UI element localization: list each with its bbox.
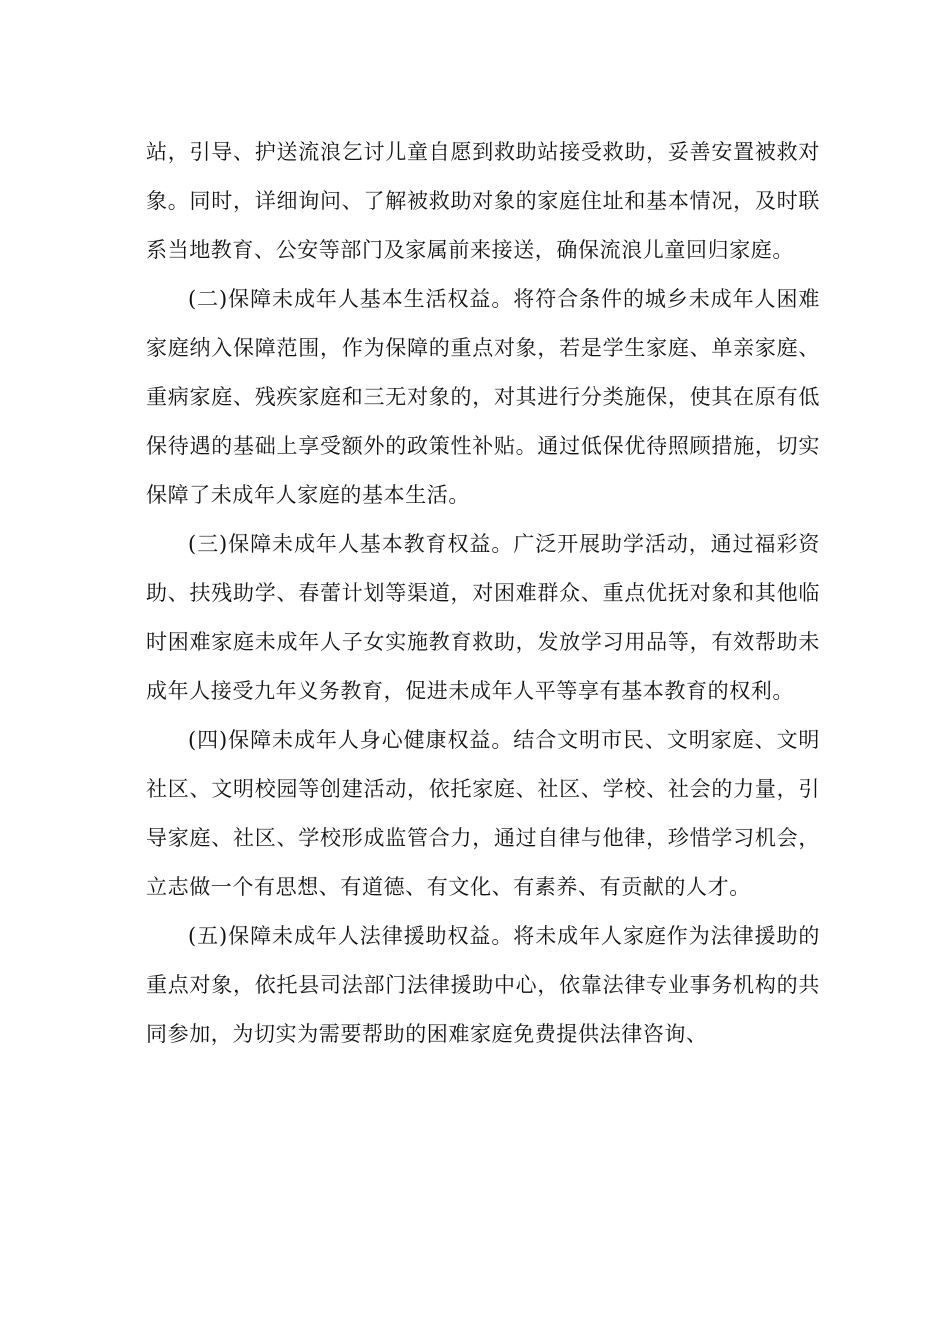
paragraph-education-rights: (三)保障未成年人基本教育权益。广泛开展助学活动，通过福彩资助、扶残助学、春蕾计划等渠道，对困难群众、重点优抚对象和其他临时困难家庭未成年人子女实施教育救助，发放学习用品等，有效帮助未成年人接受九年义务教育，促进未成年人平等享有基本教育的权利。 bbox=[146, 532, 820, 703]
paragraph-legal-aid-rights: (五)保障未成年人法律援助权益。将未成年人家庭作为法律援助的重点对象，依托县司法部门法律援助中心，依靠法律专业事务机构的共同参加，为切实为需要帮助的困难家庭免费提供法律咨询、 bbox=[146, 924, 820, 1046]
paragraph-basic-living-rights: (二)保障未成年人基本生活权益。将符合条件的城乡未成年人困难家庭纳入保障范围，作为保障的重点对象，若是学生家庭、单亲家庭、重病家庭、残疾家庭和三无对象的，对其进行分类施保，使其在原有低保待遇的基础上享受额外的政策性补贴。通过低保优待照顾措施，切实保障了未成年人家庭的基本生活。 bbox=[146, 287, 820, 507]
paragraph-health-rights: (四)保障未成年人身心健康权益。结合文明市民、文明家庭、文明社区、文明校园等创建活动，依托家庭、社区、学校、社会的力量，引导家庭、社区、学校形成监管合力，通过自律与他律，珍惜学习机会，立志做一个有思想、有道德、有文化、有素养、有贡献的人才。 bbox=[146, 728, 820, 899]
paragraph-continuation: 站，引导、护送流浪乞讨儿童自愿到救助站接受救助，妥善安置被救对象。同时，详细询问、了解被救助对象的家庭住址和基本情况，及时联系当地教育、公安等部门及家属前来接送，确保流浪儿童回归家庭。 bbox=[146, 140, 820, 262]
document-page bbox=[146, 128, 820, 1059]
